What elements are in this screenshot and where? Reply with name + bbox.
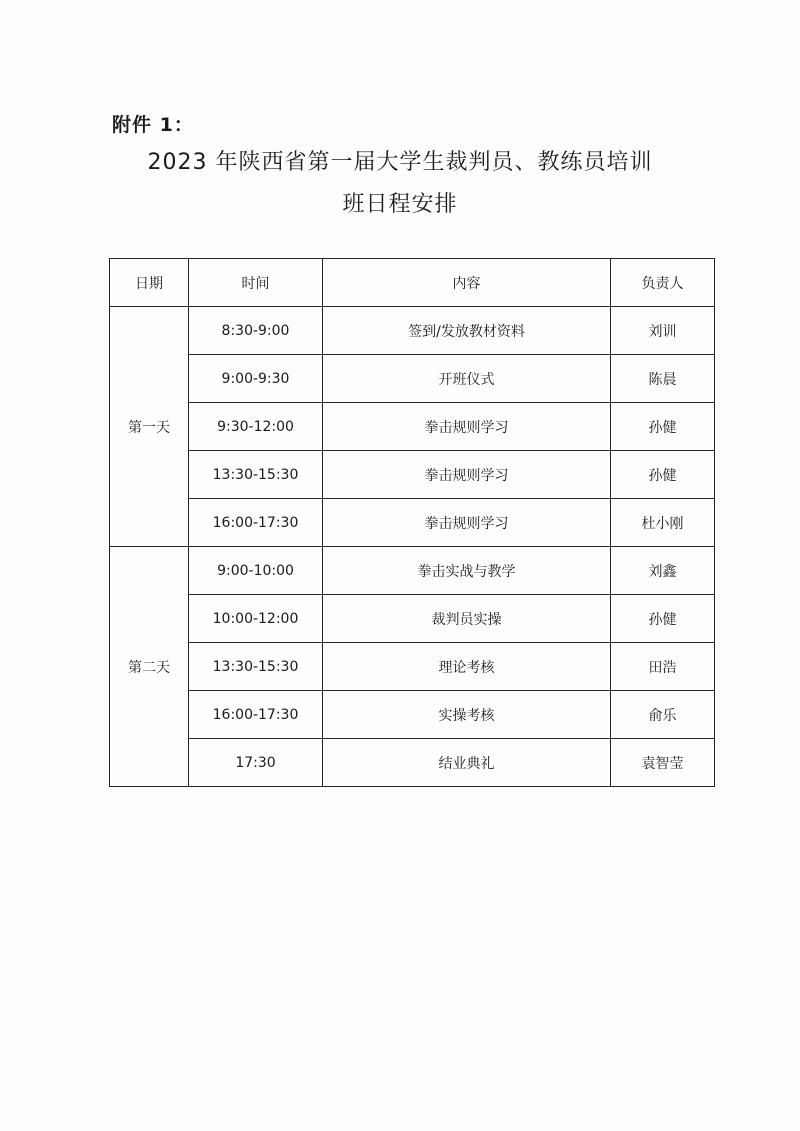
owner-cell: 田浩 [611, 643, 715, 691]
table-row [110, 739, 715, 787]
table-header-row [110, 259, 715, 307]
table-row [110, 691, 715, 739]
time-cell: 13:30-15:30 [189, 451, 323, 499]
document-title-line2: 班日程安排 [342, 192, 458, 217]
owner-cell: 孙健 [611, 403, 715, 451]
owner-cell: 孙健 [611, 595, 715, 643]
schedule-table [109, 258, 715, 787]
table-row [110, 403, 715, 451]
table-row [110, 355, 715, 403]
header-owner: 负责人 [611, 259, 715, 307]
content-cell: 实操考核 [323, 691, 611, 739]
time-cell: 16:00-17:30 [189, 499, 323, 547]
content-cell: 理论考核 [323, 643, 611, 691]
owner-cell: 俞乐 [611, 691, 715, 739]
time-cell: 8:30-9:00 [189, 307, 323, 355]
day-cell: 第一天 [110, 307, 189, 547]
content-cell: 裁判员实操 [323, 595, 611, 643]
content-cell: 开班仪式 [323, 355, 611, 403]
time-cell: 16:00-17:30 [189, 691, 323, 739]
day-cell: 第二天 [110, 547, 189, 787]
time-cell: 9:30-12:00 [189, 403, 323, 451]
table-row [110, 451, 715, 499]
owner-cell: 陈晨 [611, 355, 715, 403]
owner-cell: 杜小刚 [611, 499, 715, 547]
time-cell: 10:00-12:00 [189, 595, 323, 643]
table-row [110, 499, 715, 547]
header-date: 日期 [110, 259, 189, 307]
time-cell: 9:00-9:30 [189, 355, 323, 403]
table-row [110, 547, 715, 595]
content-cell: 拳击规则学习 [323, 451, 611, 499]
time-cell: 13:30-15:30 [189, 643, 323, 691]
owner-cell: 袁智莹 [611, 739, 715, 787]
owner-cell: 刘鑫 [611, 547, 715, 595]
header-time: 时间 [189, 259, 323, 307]
table-row [110, 643, 715, 691]
attachment-label: 附件 1： [112, 114, 194, 136]
owner-cell: 孙健 [611, 451, 715, 499]
header-content: 内容 [323, 259, 611, 307]
table-row [110, 595, 715, 643]
time-cell: 17:30 [189, 739, 323, 787]
content-cell: 结业典礼 [323, 739, 611, 787]
table-row [110, 307, 715, 355]
content-cell: 签到/发放教材资料 [323, 307, 611, 355]
time-cell: 9:00-10:00 [189, 547, 323, 595]
content-cell: 拳击规则学习 [323, 499, 611, 547]
content-cell: 拳击规则学习 [323, 403, 611, 451]
document-title-line1: 2023 年陕西省第一届大学生裁判员、教练员培训 [147, 150, 653, 175]
owner-cell: 刘训 [611, 307, 715, 355]
content-cell: 拳击实战与教学 [323, 547, 611, 595]
